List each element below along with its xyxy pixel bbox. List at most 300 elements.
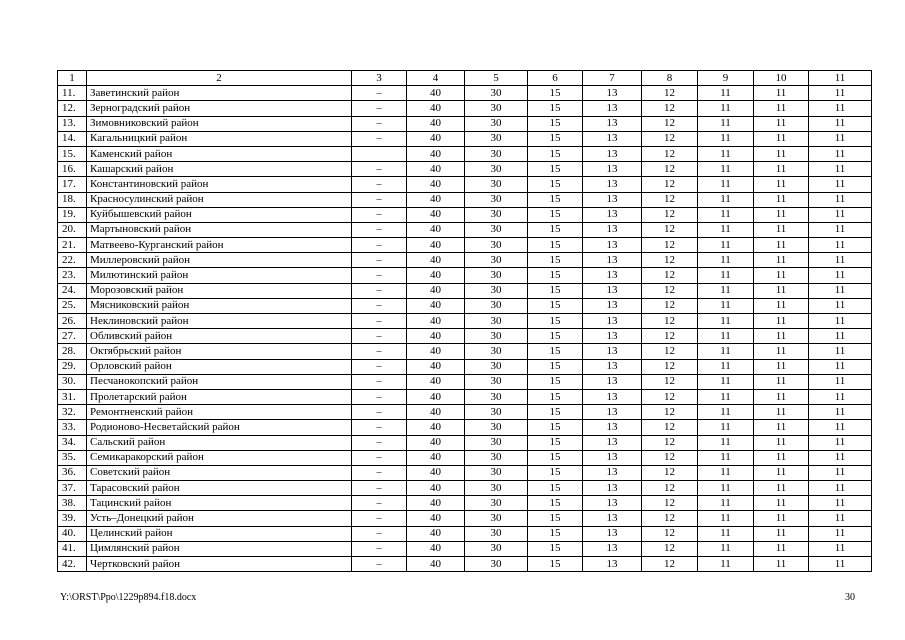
col-3-cell: – xyxy=(352,420,407,435)
header-cell: 11 xyxy=(809,71,872,86)
col-6-cell: 15 xyxy=(528,496,583,511)
col-4-cell: 40 xyxy=(407,131,465,146)
col-name-cell: Зерноградский район xyxy=(87,101,352,116)
col-6-cell: 15 xyxy=(528,283,583,298)
col-5-cell: 30 xyxy=(465,344,528,359)
col-5-cell: 30 xyxy=(465,86,528,101)
col-number-cell: 27. xyxy=(58,329,87,344)
col-5-cell: 30 xyxy=(465,496,528,511)
col-8-cell: 12 xyxy=(642,131,698,146)
col-4-cell: 40 xyxy=(407,283,465,298)
col-9-cell: 11 xyxy=(698,116,754,131)
col-7-cell: 13 xyxy=(583,86,642,101)
col-8-cell: 12 xyxy=(642,177,698,192)
table-row xyxy=(58,541,872,556)
col-7-cell: 13 xyxy=(583,496,642,511)
col-6-cell: 15 xyxy=(528,405,583,420)
col-3-cell: – xyxy=(352,298,407,313)
col-number-cell: 11. xyxy=(58,86,87,101)
col-7-cell: 13 xyxy=(583,329,642,344)
col-9-cell: 11 xyxy=(698,465,754,480)
col-9-cell: 11 xyxy=(698,405,754,420)
header-cell: 5 xyxy=(465,71,528,86)
col-11-cell: 11 xyxy=(809,557,872,572)
col-8-cell: 12 xyxy=(642,298,698,313)
col-5-cell: 30 xyxy=(465,283,528,298)
table-row xyxy=(58,496,872,511)
col-9-cell: 11 xyxy=(698,329,754,344)
table-row xyxy=(58,511,872,526)
col-10-cell: 11 xyxy=(754,131,809,146)
col-name-cell: Константиновский район xyxy=(87,177,352,192)
col-9-cell: 11 xyxy=(698,511,754,526)
col-11-cell: 11 xyxy=(809,329,872,344)
table-row xyxy=(58,481,872,496)
col-4-cell: 40 xyxy=(407,359,465,374)
col-6-cell: 15 xyxy=(528,222,583,237)
col-6-cell: 15 xyxy=(528,557,583,572)
col-3-cell: – xyxy=(352,511,407,526)
col-11-cell: 11 xyxy=(809,177,872,192)
col-11-cell: 11 xyxy=(809,481,872,496)
table-row xyxy=(58,146,872,161)
col-5-cell: 30 xyxy=(465,116,528,131)
col-10-cell: 11 xyxy=(754,389,809,404)
col-8-cell: 12 xyxy=(642,557,698,572)
col-7-cell: 13 xyxy=(583,146,642,161)
col-10-cell: 11 xyxy=(754,207,809,222)
col-3-cell: – xyxy=(352,131,407,146)
col-6-cell: 15 xyxy=(528,146,583,161)
col-number-cell: 42. xyxy=(58,557,87,572)
col-8-cell: 12 xyxy=(642,496,698,511)
col-number-cell: 24. xyxy=(58,283,87,298)
col-name-cell: Песчанокопский район xyxy=(87,374,352,389)
col-8-cell: 12 xyxy=(642,101,698,116)
col-number-cell: 22. xyxy=(58,253,87,268)
col-8-cell: 12 xyxy=(642,329,698,344)
col-10-cell: 11 xyxy=(754,435,809,450)
col-name-cell: Семикаракорский район xyxy=(87,450,352,465)
col-9-cell: 11 xyxy=(698,557,754,572)
col-3-cell: – xyxy=(352,481,407,496)
col-3-cell xyxy=(352,146,407,161)
col-11-cell: 11 xyxy=(809,511,872,526)
col-11-cell: 11 xyxy=(809,131,872,146)
table-body xyxy=(58,71,872,572)
col-3-cell: – xyxy=(352,450,407,465)
col-10-cell: 11 xyxy=(754,298,809,313)
col-7-cell: 13 xyxy=(583,298,642,313)
table-row xyxy=(58,283,872,298)
col-11-cell: 11 xyxy=(809,101,872,116)
col-7-cell: 13 xyxy=(583,389,642,404)
col-number-cell: 21. xyxy=(58,238,87,253)
col-7-cell: 13 xyxy=(583,359,642,374)
col-8-cell: 12 xyxy=(642,389,698,404)
col-4-cell: 40 xyxy=(407,314,465,329)
col-10-cell: 11 xyxy=(754,374,809,389)
col-4-cell: 40 xyxy=(407,329,465,344)
col-11-cell: 11 xyxy=(809,496,872,511)
col-9-cell: 11 xyxy=(698,283,754,298)
col-10-cell: 11 xyxy=(754,465,809,480)
table-row xyxy=(58,268,872,283)
col-3-cell: – xyxy=(352,101,407,116)
col-11-cell: 11 xyxy=(809,405,872,420)
col-5-cell: 30 xyxy=(465,435,528,450)
col-6-cell: 15 xyxy=(528,450,583,465)
header-cell: 8 xyxy=(642,71,698,86)
file-path: Y:\ORST\Ppo\1229p894.f18.docx xyxy=(60,592,197,603)
col-11-cell: 11 xyxy=(809,268,872,283)
col-3-cell: – xyxy=(352,238,407,253)
col-name-cell: Пролетарский район xyxy=(87,389,352,404)
col-4-cell: 40 xyxy=(407,435,465,450)
col-11-cell: 11 xyxy=(809,207,872,222)
col-8-cell: 12 xyxy=(642,435,698,450)
col-7-cell: 13 xyxy=(583,162,642,177)
col-7-cell: 13 xyxy=(583,344,642,359)
col-9-cell: 11 xyxy=(698,526,754,541)
table-row xyxy=(58,435,872,450)
col-number-cell: 14. xyxy=(58,131,87,146)
col-11-cell: 11 xyxy=(809,146,872,161)
col-number-cell: 20. xyxy=(58,222,87,237)
col-11-cell: 11 xyxy=(809,359,872,374)
col-number-cell: 39. xyxy=(58,511,87,526)
col-9-cell: 11 xyxy=(698,359,754,374)
col-name-cell: Советский район xyxy=(87,465,352,480)
col-10-cell: 11 xyxy=(754,238,809,253)
col-5-cell: 30 xyxy=(465,268,528,283)
col-8-cell: 12 xyxy=(642,481,698,496)
col-4-cell: 40 xyxy=(407,162,465,177)
col-3-cell: – xyxy=(352,496,407,511)
col-4-cell: 40 xyxy=(407,86,465,101)
page-number: 30 xyxy=(845,592,855,603)
col-5-cell: 30 xyxy=(465,298,528,313)
col-11-cell: 11 xyxy=(809,450,872,465)
table-row xyxy=(58,177,872,192)
col-7-cell: 13 xyxy=(583,268,642,283)
col-name-cell: Чертковский район xyxy=(87,557,352,572)
col-name-cell: Усть–Донецкий район xyxy=(87,511,352,526)
col-10-cell: 11 xyxy=(754,496,809,511)
col-8-cell: 12 xyxy=(642,374,698,389)
header-cell: 4 xyxy=(407,71,465,86)
col-6-cell: 15 xyxy=(528,101,583,116)
col-number-cell: 26. xyxy=(58,314,87,329)
col-10-cell: 11 xyxy=(754,146,809,161)
col-8-cell: 12 xyxy=(642,314,698,329)
col-9-cell: 11 xyxy=(698,481,754,496)
col-4-cell: 40 xyxy=(407,268,465,283)
col-name-cell: Цимлянский район xyxy=(87,541,352,556)
col-11-cell: 11 xyxy=(809,238,872,253)
col-number-cell: 35. xyxy=(58,450,87,465)
col-9-cell: 11 xyxy=(698,86,754,101)
col-8-cell: 12 xyxy=(642,344,698,359)
col-name-cell: Зимовниковский район xyxy=(87,116,352,131)
col-number-cell: 17. xyxy=(58,177,87,192)
col-9-cell: 11 xyxy=(698,146,754,161)
col-10-cell: 11 xyxy=(754,177,809,192)
col-6-cell: 15 xyxy=(528,374,583,389)
col-name-cell: Тацинский район xyxy=(87,496,352,511)
col-4-cell: 40 xyxy=(407,298,465,313)
col-10-cell: 11 xyxy=(754,192,809,207)
col-11-cell: 11 xyxy=(809,162,872,177)
col-name-cell: Орловский район xyxy=(87,359,352,374)
col-4-cell: 40 xyxy=(407,481,465,496)
col-8-cell: 12 xyxy=(642,162,698,177)
col-4-cell: 40 xyxy=(407,207,465,222)
col-4-cell: 40 xyxy=(407,116,465,131)
col-11-cell: 11 xyxy=(809,116,872,131)
col-3-cell: – xyxy=(352,557,407,572)
col-7-cell: 13 xyxy=(583,177,642,192)
col-4-cell: 40 xyxy=(407,526,465,541)
table-row xyxy=(58,207,872,222)
col-9-cell: 11 xyxy=(698,238,754,253)
col-11-cell: 11 xyxy=(809,420,872,435)
col-3-cell: – xyxy=(352,435,407,450)
col-6-cell: 15 xyxy=(528,481,583,496)
col-3-cell: – xyxy=(352,162,407,177)
col-3-cell: – xyxy=(352,192,407,207)
header-cell: 6 xyxy=(528,71,583,86)
col-5-cell: 30 xyxy=(465,238,528,253)
table-row xyxy=(58,420,872,435)
col-number-cell: 25. xyxy=(58,298,87,313)
col-number-cell: 15. xyxy=(58,146,87,161)
col-5-cell: 30 xyxy=(465,526,528,541)
table-row xyxy=(58,298,872,313)
col-6-cell: 15 xyxy=(528,359,583,374)
col-4-cell: 40 xyxy=(407,541,465,556)
table-row xyxy=(58,222,872,237)
table-row xyxy=(58,192,872,207)
col-7-cell: 13 xyxy=(583,314,642,329)
col-name-cell: Неклиновский район xyxy=(87,314,352,329)
col-number-cell: 38. xyxy=(58,496,87,511)
col-8-cell: 12 xyxy=(642,541,698,556)
col-name-cell: Каменский район xyxy=(87,146,352,161)
col-6-cell: 15 xyxy=(528,192,583,207)
col-6-cell: 15 xyxy=(528,435,583,450)
col-8-cell: 12 xyxy=(642,222,698,237)
col-8-cell: 12 xyxy=(642,283,698,298)
col-11-cell: 11 xyxy=(809,526,872,541)
col-10-cell: 11 xyxy=(754,557,809,572)
data-table xyxy=(57,70,872,572)
header-cell: 3 xyxy=(352,71,407,86)
col-7-cell: 13 xyxy=(583,222,642,237)
table-row xyxy=(58,359,872,374)
col-3-cell: – xyxy=(352,283,407,298)
col-11-cell: 11 xyxy=(809,253,872,268)
col-name-cell: Октябрьский район xyxy=(87,344,352,359)
col-10-cell: 11 xyxy=(754,450,809,465)
col-3-cell: – xyxy=(352,253,407,268)
col-number-cell: 40. xyxy=(58,526,87,541)
col-8-cell: 12 xyxy=(642,207,698,222)
table-row xyxy=(58,374,872,389)
col-name-cell: Обливский район xyxy=(87,329,352,344)
col-10-cell: 11 xyxy=(754,526,809,541)
col-8-cell: 12 xyxy=(642,511,698,526)
col-4-cell: 40 xyxy=(407,177,465,192)
col-10-cell: 11 xyxy=(754,283,809,298)
col-3-cell: – xyxy=(352,268,407,283)
col-4-cell: 40 xyxy=(407,557,465,572)
col-3-cell: – xyxy=(352,207,407,222)
col-6-cell: 15 xyxy=(528,253,583,268)
col-3-cell: – xyxy=(352,222,407,237)
col-7-cell: 13 xyxy=(583,481,642,496)
col-6-cell: 15 xyxy=(528,526,583,541)
col-name-cell: Родионово-Несветайский район xyxy=(87,420,352,435)
col-6-cell: 15 xyxy=(528,314,583,329)
col-10-cell: 11 xyxy=(754,253,809,268)
col-4-cell: 40 xyxy=(407,344,465,359)
col-10-cell: 11 xyxy=(754,314,809,329)
col-name-cell: Мартыновский район xyxy=(87,222,352,237)
col-4-cell: 40 xyxy=(407,496,465,511)
col-4-cell: 40 xyxy=(407,450,465,465)
col-5-cell: 30 xyxy=(465,177,528,192)
col-5-cell: 30 xyxy=(465,389,528,404)
col-10-cell: 11 xyxy=(754,420,809,435)
col-7-cell: 13 xyxy=(583,238,642,253)
col-4-cell: 40 xyxy=(407,465,465,480)
col-3-cell: – xyxy=(352,116,407,131)
col-4-cell: 40 xyxy=(407,222,465,237)
col-7-cell: 13 xyxy=(583,131,642,146)
col-5-cell: 30 xyxy=(465,192,528,207)
col-3-cell: – xyxy=(352,389,407,404)
col-9-cell: 11 xyxy=(698,420,754,435)
col-name-cell: Кагальницкий район xyxy=(87,131,352,146)
col-4-cell: 40 xyxy=(407,146,465,161)
col-6-cell: 15 xyxy=(528,177,583,192)
col-6-cell: 15 xyxy=(528,238,583,253)
col-5-cell: 30 xyxy=(465,557,528,572)
table-row xyxy=(58,314,872,329)
col-name-cell: Красносулинский район xyxy=(87,192,352,207)
table-row xyxy=(58,526,872,541)
col-number-cell: 33. xyxy=(58,420,87,435)
col-9-cell: 11 xyxy=(698,222,754,237)
col-number-cell: 36. xyxy=(58,465,87,480)
table-row xyxy=(58,131,872,146)
table-row xyxy=(58,344,872,359)
col-5-cell: 30 xyxy=(465,131,528,146)
col-4-cell: 40 xyxy=(407,405,465,420)
col-9-cell: 11 xyxy=(698,344,754,359)
col-5-cell: 30 xyxy=(465,420,528,435)
col-number-cell: 23. xyxy=(58,268,87,283)
col-10-cell: 11 xyxy=(754,222,809,237)
col-3-cell: – xyxy=(352,374,407,389)
col-8-cell: 12 xyxy=(642,526,698,541)
table-row xyxy=(58,162,872,177)
col-5-cell: 30 xyxy=(465,465,528,480)
col-9-cell: 11 xyxy=(698,496,754,511)
col-6-cell: 15 xyxy=(528,131,583,146)
col-7-cell: 13 xyxy=(583,101,642,116)
col-5-cell: 30 xyxy=(465,207,528,222)
col-5-cell: 30 xyxy=(465,374,528,389)
col-5-cell: 30 xyxy=(465,450,528,465)
col-5-cell: 30 xyxy=(465,146,528,161)
header-row xyxy=(58,71,872,86)
col-3-cell: – xyxy=(352,344,407,359)
col-3-cell: – xyxy=(352,177,407,192)
col-5-cell: 30 xyxy=(465,511,528,526)
col-7-cell: 13 xyxy=(583,253,642,268)
col-6-cell: 15 xyxy=(528,420,583,435)
table-row xyxy=(58,329,872,344)
col-7-cell: 13 xyxy=(583,450,642,465)
col-4-cell: 40 xyxy=(407,374,465,389)
col-3-cell: – xyxy=(352,86,407,101)
col-3-cell: – xyxy=(352,405,407,420)
col-7-cell: 13 xyxy=(583,435,642,450)
col-number-cell: 29. xyxy=(58,359,87,374)
col-10-cell: 11 xyxy=(754,101,809,116)
header-cell: 2 xyxy=(87,71,352,86)
col-number-cell: 18. xyxy=(58,192,87,207)
col-5-cell: 30 xyxy=(465,101,528,116)
col-number-cell: 31. xyxy=(58,389,87,404)
col-number-cell: 12. xyxy=(58,101,87,116)
col-9-cell: 11 xyxy=(698,541,754,556)
col-5-cell: 30 xyxy=(465,162,528,177)
col-4-cell: 40 xyxy=(407,101,465,116)
col-8-cell: 12 xyxy=(642,450,698,465)
header-cell: 7 xyxy=(583,71,642,86)
col-number-cell: 34. xyxy=(58,435,87,450)
col-11-cell: 11 xyxy=(809,435,872,450)
col-6-cell: 15 xyxy=(528,329,583,344)
col-5-cell: 30 xyxy=(465,329,528,344)
col-11-cell: 11 xyxy=(809,389,872,404)
col-7-cell: 13 xyxy=(583,405,642,420)
col-number-cell: 41. xyxy=(58,541,87,556)
col-8-cell: 12 xyxy=(642,465,698,480)
col-7-cell: 13 xyxy=(583,374,642,389)
col-3-cell: – xyxy=(352,526,407,541)
table-row xyxy=(58,405,872,420)
col-9-cell: 11 xyxy=(698,177,754,192)
col-3-cell: – xyxy=(352,329,407,344)
col-name-cell: Матвеево-Курганский район xyxy=(87,238,352,253)
col-8-cell: 12 xyxy=(642,420,698,435)
col-8-cell: 12 xyxy=(642,116,698,131)
col-11-cell: 11 xyxy=(809,374,872,389)
col-6-cell: 15 xyxy=(528,116,583,131)
table-row xyxy=(58,101,872,116)
col-9-cell: 11 xyxy=(698,192,754,207)
col-name-cell: Морозовский район xyxy=(87,283,352,298)
col-11-cell: 11 xyxy=(809,283,872,298)
col-number-cell: 19. xyxy=(58,207,87,222)
col-3-cell: – xyxy=(352,314,407,329)
col-8-cell: 12 xyxy=(642,405,698,420)
col-name-cell: Тарасовский район xyxy=(87,481,352,496)
